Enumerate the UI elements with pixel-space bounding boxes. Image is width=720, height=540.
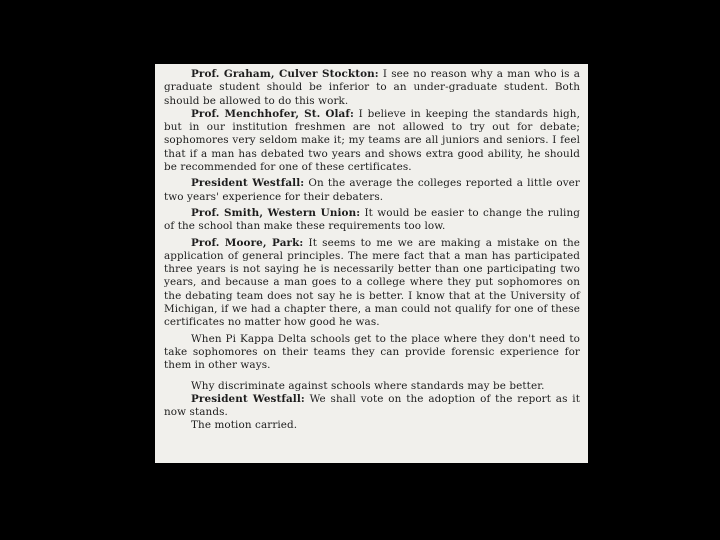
paragraph-text: I believe in keeping the standards high, but in our institution freshmen are not allowed to try out for debate; sophomores very seldom make it; my teams are all juniors and seniors. I feel that if a man has debated two years and shows extra good ability, he should be recommended for one of these certificates. xyxy=(164,107,580,174)
paragraph-smith xyxy=(164,207,580,234)
paragraph-text: On the average the colleges reported a little over two years' experience for their debaters. xyxy=(164,177,580,203)
paragraph-text: I see no reason why a man who is a graduate student should be inferior to an under-graduate student. Both should be allowed to do this work. xyxy=(164,68,580,107)
speaker-name: Prof. Menchhofer, St. Olaf: xyxy=(191,107,354,120)
paragraph-westfall-2 xyxy=(164,393,580,420)
speaker-name: President Westfall: xyxy=(191,177,305,190)
paragraph-discriminate xyxy=(164,380,580,393)
paragraph-westfall-1 xyxy=(164,177,580,204)
paragraph-graham xyxy=(164,68,580,108)
paragraph-text: Why discriminate against schools where standards may be better. xyxy=(191,379,545,392)
paragraph-text: We shall vote on the adoption of the report as it now stands. xyxy=(164,392,580,419)
paragraph-pi-kappa-delta xyxy=(164,333,580,373)
speaker-name: Prof. Moore, Park: xyxy=(191,236,304,249)
document-page xyxy=(155,64,588,463)
speaker-name: Prof. Graham, Culver Stockton: xyxy=(191,68,379,80)
speaker-name: President Westfall: xyxy=(191,392,305,405)
spacer xyxy=(164,373,580,377)
paragraph-moore xyxy=(164,237,580,330)
paragraph-motion xyxy=(164,419,580,432)
paragraph-menchhofer xyxy=(164,108,580,174)
paragraph-text: It seems to me we are making a mistake on the application of general principles. The mere fact that a man has participated three years is not saying he is necessarily better than one participating two years, and because a man goes to a college where they put sophomores on the debating team does not say he is better. I know that at the University of Michigan, if we had a chapter there, a man could not qualify for one of these certificates no matter how good he was. xyxy=(164,236,581,329)
paragraph-text: It would be easier to change the ruling of the school than make these requirements too low. xyxy=(164,206,580,233)
paragraph-text: When Pi Kappa Delta schools get to the place where they don't need to take sophomores on their teams they can provide forensic experience for them in other ways. xyxy=(164,332,580,372)
paragraph-text: The motion carried. xyxy=(191,419,298,432)
speaker-name: Prof. Smith, Western Union: xyxy=(191,206,361,219)
